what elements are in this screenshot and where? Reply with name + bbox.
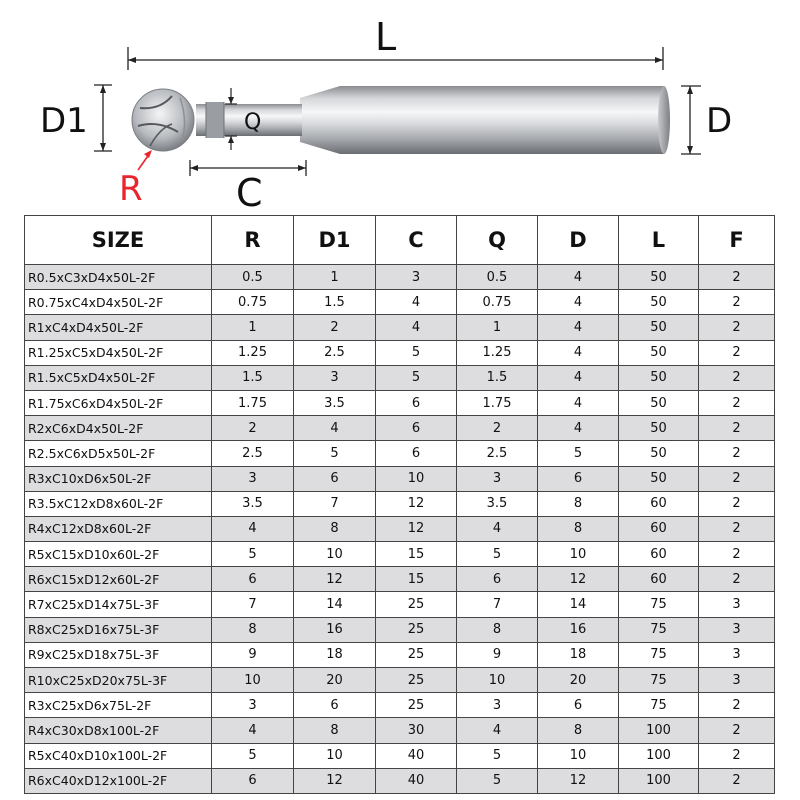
table-row (25, 668, 775, 693)
value-cell-d: 10 (538, 743, 619, 768)
table-row (25, 265, 775, 290)
column-header-d: D (538, 216, 619, 265)
value-cell-d1: 18 (294, 642, 376, 667)
table-row (25, 516, 775, 541)
table-row (25, 617, 775, 642)
size-cell: R0.5xC3xD4x50L-2F (25, 265, 212, 290)
size-cell: R5xC40xD10x100L-2F (25, 743, 212, 768)
d-label: D (706, 101, 733, 141)
value-cell-f: 2 (699, 718, 775, 743)
value-cell-d: 10 (538, 542, 619, 567)
value-cell-r: 1 (212, 315, 294, 340)
value-cell-f: 3 (699, 617, 775, 642)
value-cell-c: 3 (376, 265, 457, 290)
value-cell-f: 2 (699, 743, 775, 768)
size-cell: R1xC4xD4x50L-2F (25, 315, 212, 340)
end-mill-body (132, 86, 670, 154)
value-cell-r: 9 (212, 642, 294, 667)
size-cell: R6xC15xD12x60L-2F (25, 567, 212, 592)
table-row (25, 390, 775, 415)
value-cell-c: 6 (376, 416, 457, 441)
size-cell: R7xC25xD14x75L-3F (25, 592, 212, 617)
value-cell-r: 7 (212, 592, 294, 617)
column-header-c: C (376, 216, 457, 265)
value-cell-c: 12 (376, 516, 457, 541)
value-cell-d: 4 (538, 265, 619, 290)
table-row (25, 693, 775, 718)
value-cell-d: 8 (538, 718, 619, 743)
value-cell-d: 12 (538, 768, 619, 793)
value-cell-f: 2 (699, 768, 775, 793)
value-cell-f: 2 (699, 290, 775, 315)
table-row (25, 743, 775, 768)
value-cell-c: 30 (376, 718, 457, 743)
table-row (25, 592, 775, 617)
value-cell-c: 40 (376, 768, 457, 793)
value-cell-r: 3 (212, 693, 294, 718)
table-body (25, 265, 775, 794)
value-cell-q: 3.5 (457, 491, 538, 516)
value-cell-q: 6 (457, 567, 538, 592)
value-cell-d1: 4 (294, 416, 376, 441)
size-cell: R4xC30xD8x100L-2F (25, 718, 212, 743)
value-cell-d: 4 (538, 340, 619, 365)
column-header-r: R (212, 216, 294, 265)
d1-label: D1 (40, 101, 88, 141)
value-cell-d1: 12 (294, 768, 376, 793)
value-cell-q: 10 (457, 668, 538, 693)
size-cell: R1.75xC6xD4x50L-2F (25, 390, 212, 415)
value-cell-d: 6 (538, 693, 619, 718)
value-cell-r: 2 (212, 416, 294, 441)
value-cell-l: 60 (619, 516, 699, 541)
value-cell-d: 20 (538, 668, 619, 693)
value-cell-l: 75 (619, 642, 699, 667)
value-cell-d1: 20 (294, 668, 376, 693)
value-cell-f: 2 (699, 491, 775, 516)
value-cell-d1: 7 (294, 491, 376, 516)
value-cell-d: 14 (538, 592, 619, 617)
value-cell-q: 9 (457, 642, 538, 667)
value-cell-l: 50 (619, 315, 699, 340)
value-cell-d: 8 (538, 516, 619, 541)
value-cell-l: 60 (619, 542, 699, 567)
value-cell-d1: 12 (294, 567, 376, 592)
value-cell-c: 25 (376, 642, 457, 667)
table-row (25, 315, 775, 340)
value-cell-c: 25 (376, 668, 457, 693)
table-row (25, 718, 775, 743)
value-cell-d: 12 (538, 567, 619, 592)
value-cell-d1: 16 (294, 617, 376, 642)
value-cell-d1: 5 (294, 441, 376, 466)
column-header-f: F (699, 216, 775, 265)
value-cell-l: 100 (619, 768, 699, 793)
value-cell-r: 6 (212, 768, 294, 793)
radius-arrow (138, 150, 152, 170)
value-cell-d1: 1 (294, 265, 376, 290)
value-cell-r: 1.75 (212, 390, 294, 415)
value-cell-f: 2 (699, 542, 775, 567)
value-cell-l: 100 (619, 743, 699, 768)
radius-label: R (119, 169, 143, 209)
table-header-row (25, 216, 775, 265)
value-cell-l: 60 (619, 491, 699, 516)
value-cell-c: 12 (376, 491, 457, 516)
value-cell-f: 2 (699, 466, 775, 491)
value-cell-l: 50 (619, 365, 699, 390)
size-spec-table (24, 215, 775, 794)
table-row (25, 290, 775, 315)
table-row (25, 768, 775, 793)
value-cell-q: 5 (457, 768, 538, 793)
value-cell-c: 4 (376, 315, 457, 340)
value-cell-c: 5 (376, 365, 457, 390)
value-cell-d1: 3 (294, 365, 376, 390)
end-mill-diagram (0, 0, 800, 215)
table-row (25, 491, 775, 516)
size-cell: R3xC25xD6x75L-2F (25, 693, 212, 718)
value-cell-l: 50 (619, 416, 699, 441)
value-cell-q: 0.75 (457, 290, 538, 315)
value-cell-c: 5 (376, 340, 457, 365)
value-cell-c: 25 (376, 617, 457, 642)
value-cell-l: 50 (619, 390, 699, 415)
value-cell-f: 2 (699, 441, 775, 466)
size-cell: R3.5xC12xD8x60L-2F (25, 491, 212, 516)
d-dimension (681, 86, 701, 154)
table-row (25, 365, 775, 390)
value-cell-c: 40 (376, 743, 457, 768)
value-cell-d: 18 (538, 642, 619, 667)
size-cell: R9xC25xD18x75L-3F (25, 642, 212, 667)
value-cell-f: 2 (699, 365, 775, 390)
value-cell-f: 2 (699, 315, 775, 340)
value-cell-q: 4 (457, 718, 538, 743)
value-cell-f: 2 (699, 416, 775, 441)
value-cell-l: 50 (619, 290, 699, 315)
size-cell: R6xC40xD12x100L-2F (25, 768, 212, 793)
value-cell-d1: 2.5 (294, 340, 376, 365)
size-cell: R5xC15xD10x60L-2F (25, 542, 212, 567)
value-cell-r: 2.5 (212, 441, 294, 466)
value-cell-q: 4 (457, 516, 538, 541)
value-cell-l: 50 (619, 466, 699, 491)
value-cell-d1: 10 (294, 542, 376, 567)
value-cell-l: 100 (619, 718, 699, 743)
value-cell-r: 1.25 (212, 340, 294, 365)
value-cell-d1: 2 (294, 315, 376, 340)
table-row (25, 340, 775, 365)
value-cell-q: 2 (457, 416, 538, 441)
value-cell-q: 3 (457, 466, 538, 491)
value-cell-f: 3 (699, 668, 775, 693)
value-cell-q: 5 (457, 542, 538, 567)
table-row (25, 542, 775, 567)
value-cell-r: 10 (212, 668, 294, 693)
value-cell-l: 50 (619, 340, 699, 365)
value-cell-l: 75 (619, 617, 699, 642)
value-cell-l: 75 (619, 693, 699, 718)
value-cell-l: 50 (619, 441, 699, 466)
value-cell-c: 25 (376, 592, 457, 617)
c-label: C (236, 171, 263, 215)
value-cell-d1: 6 (294, 466, 376, 491)
value-cell-l: 75 (619, 592, 699, 617)
value-cell-r: 3 (212, 466, 294, 491)
value-cell-l: 60 (619, 567, 699, 592)
value-cell-f: 3 (699, 642, 775, 667)
value-cell-r: 5 (212, 542, 294, 567)
size-cell: R2xC6xD4x50L-2F (25, 416, 212, 441)
value-cell-d: 4 (538, 315, 619, 340)
value-cell-r: 0.5 (212, 265, 294, 290)
value-cell-f: 2 (699, 567, 775, 592)
value-cell-r: 0.75 (212, 290, 294, 315)
value-cell-q: 1.25 (457, 340, 538, 365)
size-cell: R0.75xC4xD4x50L-2F (25, 290, 212, 315)
value-cell-d1: 8 (294, 718, 376, 743)
d1-dimension (94, 85, 112, 151)
value-cell-q: 7 (457, 592, 538, 617)
table-row (25, 416, 775, 441)
value-cell-f: 2 (699, 516, 775, 541)
value-cell-d: 4 (538, 390, 619, 415)
value-cell-c: 15 (376, 542, 457, 567)
size-cell: R10xC25xD20x75L-3F (25, 668, 212, 693)
value-cell-d: 16 (538, 617, 619, 642)
value-cell-q: 2.5 (457, 441, 538, 466)
value-cell-r: 4 (212, 516, 294, 541)
value-cell-q: 3 (457, 693, 538, 718)
value-cell-c: 6 (376, 441, 457, 466)
value-cell-d: 4 (538, 365, 619, 390)
column-header-d1: D1 (294, 216, 376, 265)
value-cell-d: 8 (538, 491, 619, 516)
size-cell: R4xC12xD8x60L-2F (25, 516, 212, 541)
value-cell-f: 2 (699, 340, 775, 365)
size-cell: R3xC10xD6x50L-2F (25, 466, 212, 491)
value-cell-q: 0.5 (457, 265, 538, 290)
size-cell: R1.25xC5xD4x50L-2F (25, 340, 212, 365)
table-row (25, 642, 775, 667)
value-cell-q: 1.75 (457, 390, 538, 415)
table-row (25, 441, 775, 466)
value-cell-d1: 14 (294, 592, 376, 617)
value-cell-c: 4 (376, 290, 457, 315)
value-cell-q: 5 (457, 743, 538, 768)
value-cell-c: 15 (376, 567, 457, 592)
value-cell-d: 4 (538, 416, 619, 441)
table-row (25, 466, 775, 491)
value-cell-f: 2 (699, 693, 775, 718)
value-cell-c: 25 (376, 693, 457, 718)
value-cell-r: 1.5 (212, 365, 294, 390)
value-cell-d1: 3.5 (294, 390, 376, 415)
value-cell-l: 75 (619, 668, 699, 693)
value-cell-r: 4 (212, 718, 294, 743)
value-cell-c: 6 (376, 390, 457, 415)
length-label: L (375, 15, 397, 59)
value-cell-q: 1.5 (457, 365, 538, 390)
size-cell: R8xC25xD16x75L-3F (25, 617, 212, 642)
value-cell-d1: 8 (294, 516, 376, 541)
value-cell-r: 3.5 (212, 491, 294, 516)
value-cell-d: 5 (538, 441, 619, 466)
value-cell-q: 1 (457, 315, 538, 340)
value-cell-d1: 10 (294, 743, 376, 768)
value-cell-f: 2 (699, 265, 775, 290)
value-cell-f: 3 (699, 592, 775, 617)
value-cell-d1: 6 (294, 693, 376, 718)
value-cell-r: 8 (212, 617, 294, 642)
size-cell: R1.5xC5xD4x50L-2F (25, 365, 212, 390)
value-cell-r: 5 (212, 743, 294, 768)
value-cell-r: 6 (212, 567, 294, 592)
column-header-l: L (619, 216, 699, 265)
value-cell-f: 2 (699, 390, 775, 415)
value-cell-d1: 1.5 (294, 290, 376, 315)
column-header-q: Q (457, 216, 538, 265)
value-cell-d: 4 (538, 290, 619, 315)
size-cell: R2.5xC6xD5x50L-2F (25, 441, 212, 466)
value-cell-c: 10 (376, 466, 457, 491)
value-cell-q: 8 (457, 617, 538, 642)
value-cell-d: 6 (538, 466, 619, 491)
q-label: Q (244, 110, 262, 135)
value-cell-l: 50 (619, 265, 699, 290)
column-header-size: SIZE (25, 216, 212, 265)
table-row (25, 567, 775, 592)
